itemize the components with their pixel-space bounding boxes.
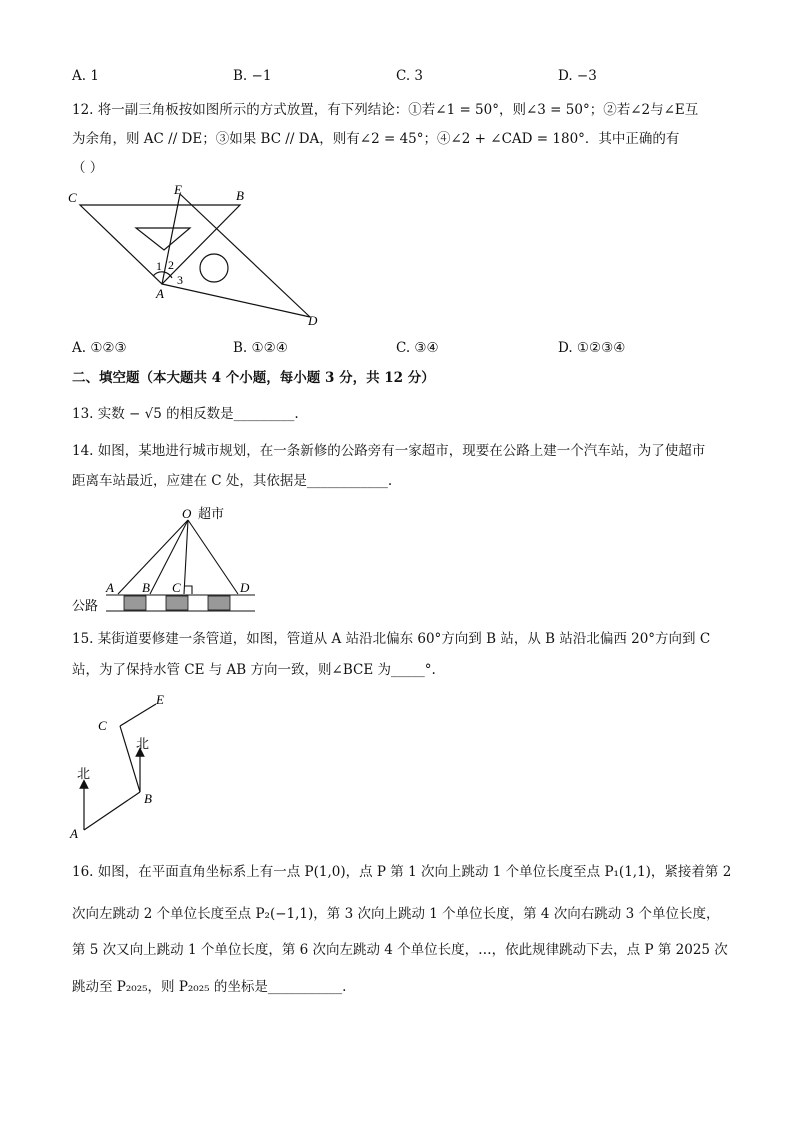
q16-text-line1: 16. 如图，在平面直角坐标系上有一点 P(1,0)，点 P 第 1 次向上跳动 1 个单位长度至点 P₁(1,1)，紧接着第 2 — [72, 864, 732, 880]
q14-label-o: O — [182, 506, 192, 521]
q12-angle-3: 3 — [177, 273, 183, 287]
q14-label-c: C — [172, 580, 181, 595]
q15-label-a: A — [70, 826, 78, 841]
q15-label-b: B — [144, 791, 152, 806]
q12-label-a: A — [156, 286, 164, 301]
q12-angle-2: 2 — [168, 258, 174, 272]
q12-option-b: B. ①②④ — [233, 340, 288, 356]
q12-option-c: C. ③④ — [396, 340, 439, 356]
q14-label-a: A — [106, 580, 114, 595]
q15-text-line2: 站，为了保持水管 CE 与 AB 方向一致，则∠BCE 为_____°. — [72, 662, 436, 678]
q13-text: 13. 实数 − √5 的相反数是_________. — [72, 406, 299, 422]
q14-label-d: D — [240, 580, 250, 595]
q11-option-c: C. 3 — [396, 68, 424, 84]
q11-option-a: A. 1 — [72, 68, 99, 84]
q12-label-d: D — [308, 313, 318, 328]
q12-option-d: D. ①②③④ — [558, 340, 626, 356]
q14-label-market: 超市 — [198, 506, 225, 521]
q12-angle-1: 1 — [156, 259, 162, 273]
q16-text-line3: 第 5 次又向上跳动 1 个单位长度，第 6 次向左跳动 4 个单位长度，…，依此规律跳动下去，点 P 第 2025 次 — [72, 942, 728, 958]
q12-option-a: A. ①②③ — [72, 340, 127, 356]
q14-label-road: 公路 — [72, 598, 99, 613]
q14-road-figure — [70, 502, 270, 614]
q12-label-b: B — [236, 188, 244, 203]
q15-label-e: E — [156, 692, 164, 707]
q12-label-c: C — [68, 190, 77, 205]
q12-text-line2: 为余角，则 AC // DE；③如果 BC // DA，则有∠2 = 45°；④∠2 + ∠CAD = 180°．其中正确的有 — [72, 131, 680, 147]
q12-label-e: E — [174, 182, 182, 197]
q14-label-b: B — [142, 580, 150, 595]
q15-pipeline-figure — [66, 690, 196, 845]
q12-text-line3: （ ） — [72, 160, 104, 176]
q16-text-line2: 次向左跳动 2 个单位长度至点 P₂(−1,1)，第 3 次向上跳动 1 个单位长度，第 4 次向右跳动 3 个单位长度， — [72, 906, 720, 922]
q15-north-label-b: 北 — [136, 736, 150, 751]
q15-label-c: C — [98, 718, 107, 733]
q14-text-line2: 距离车站最近，应建在 C 处，其依据是____________. — [72, 473, 393, 489]
q12-triangle-figure — [60, 180, 340, 330]
q14-text-line1: 14. 如图，某地进行城市规划，在一条新修的公路旁有一家超市，现要在公路上建一个汽车站，为了使超市 — [72, 443, 706, 459]
q15-north-label-a: 北 — [77, 766, 91, 781]
q11-option-b: B. −1 — [233, 68, 272, 84]
q15-text-line1: 15. 某街道要修建一条管道，如图，管道从 A 站沿北偏东 60°方向到 B 站，从 B 站沿北偏西 20°方向到 C — [72, 631, 711, 647]
section-heading-fill-in: 二、填空题（本大题共 4 个小题，每小题 3 分，共 12 分） — [72, 370, 435, 386]
q16-text-line4: 跳动至 P₂₀₂₅，则 P₂₀₂₅ 的坐标是___________. — [72, 979, 347, 995]
q12-text-line1: 12. 将一副三角板按如图所示的方式放置，有下列结论：①若∠1 = 50°，则∠3 = 50°；②若∠2与∠E互 — [72, 102, 699, 118]
q11-option-d: D. −3 — [558, 68, 597, 84]
